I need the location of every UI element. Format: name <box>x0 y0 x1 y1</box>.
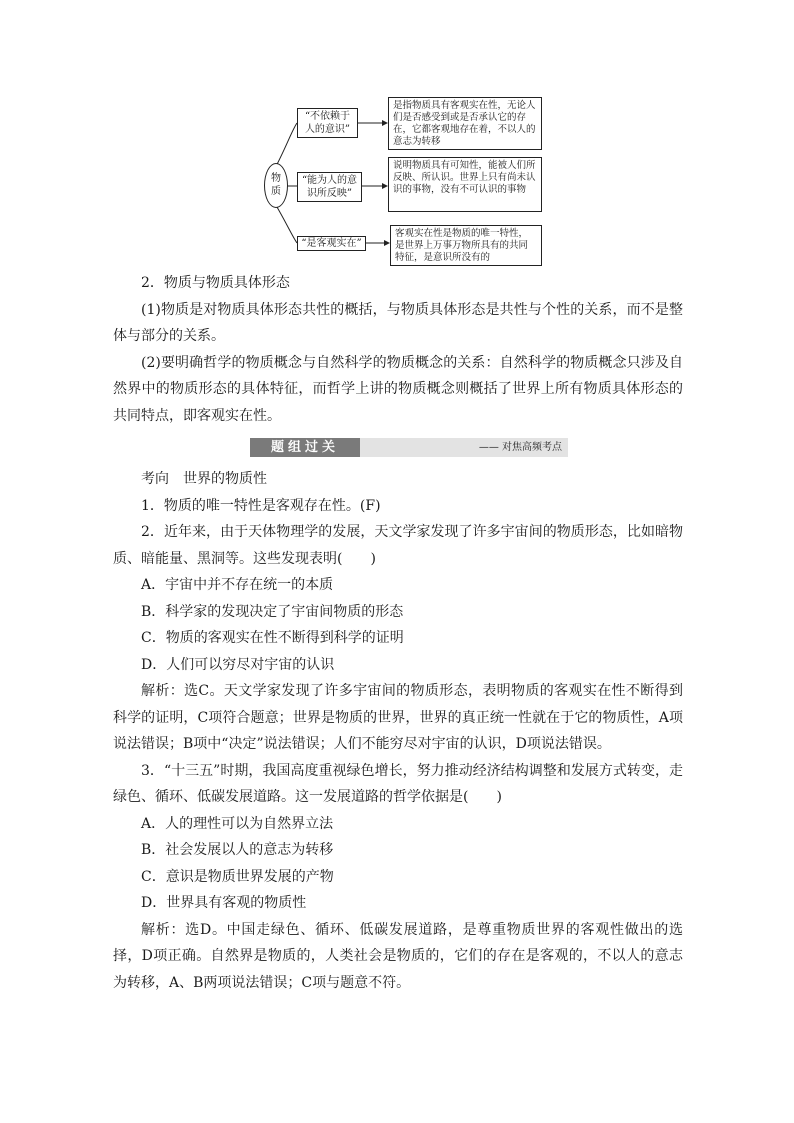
q2-analysis: 解析：选C。天文学家发现了许多宇宙间的物质形态，表明物质的客观实在性不断得到科学的证明，C项符合题意；世界是物质的世界，世界的真正统一性就在于它的物质性，A项说法错误；B项中“决定”说法错误；人们不能穷尽对宇宙的认识，D项说法错误。 <box>113 683 683 752</box>
section-heading: 2．物质与物质具体形态 <box>141 275 290 291</box>
q3-option-b: B．社会发展以人的意志为转移 <box>141 842 334 858</box>
q3-option-d: D．世界具有客观的物质性 <box>141 895 307 911</box>
label-text: “能为人的意识所反映” <box>301 175 358 199</box>
label-text: “不依赖于人的意识” <box>304 111 351 135</box>
q2-option-b: B．科学家的发现决定了宇宙间物质的形态 <box>141 603 404 620</box>
q2-option-c: C．物质的客观实在性不断得到科学的证明 <box>141 630 404 646</box>
desc-text: 说明物质具有可知性，能被人们所反映、所认识。世界上只有尚未认识的事物，没有不可认识的事物 <box>393 160 536 195</box>
q3-option-c: C．意识是物质世界发展的产物 <box>141 868 334 885</box>
q2-option-d: D．人们可以穷尽对宇宙的认识 <box>141 656 335 673</box>
exercise-section <box>113 466 683 996</box>
label-box-1 <box>297 108 358 138</box>
paragraph-1: (1)物质是对物质具体形态共性的概括，与物质具体形态是共性与个性的关系，而不是整体与部分的关系。 <box>113 301 683 344</box>
label-text: “是客观实在” <box>301 238 362 249</box>
q3-option-a: A．人的理性可以为自然界立法 <box>141 815 334 832</box>
desc-text: 是指物质具有客观实在性，无论人们是否感受到或是否承认它的存在，它都客观地存在着，不以人的意志为转移 <box>393 100 536 147</box>
desc-box-1 <box>388 97 542 150</box>
section-banner <box>250 438 568 457</box>
kaoxiang-heading: 考向 世界的物质性 <box>141 471 267 487</box>
desc-text: 客观实在性是物质的唯一特性，是世界上万事万物所具有的共同特征，是意识所没有的 <box>395 228 529 263</box>
center-label: 物质 <box>271 173 281 197</box>
center-node <box>264 163 288 208</box>
question-2-stem: 2．近年来，由于天体物理学的发展，天文学家发现了许多宇宙间的物质形态，比如暗物质、暗能量、黑洞等。这些发现表明( ) <box>113 524 683 567</box>
q2-option-a: A．宇宙中并不存在统一的本质 <box>141 577 334 593</box>
question-3-stem: 3．“十三五”时期，我国高度重视绿色增长，努力推动经济结构调整和发展方式转变，走绿色、循环、低碳发展道路。这一发展道路的哲学依据是( ) <box>113 762 683 805</box>
banner-title: 题组过关 <box>250 438 360 457</box>
desc-box-2 <box>388 157 542 212</box>
label-box-3 <box>297 236 366 251</box>
question-1: 1．物质的唯一特性是客观存在性。(F) <box>141 497 381 514</box>
banner-subtitle: —— 对焦高频考点 <box>478 442 562 453</box>
section-2 <box>113 270 683 429</box>
concept-diagram <box>0 0 794 270</box>
q3-analysis: 解析：选D。中国走绿色、循环、低碳发展道路，是尊重物质世界的客观性做出的选择，D项正确。自然界是物质的，人类社会是物质的，它们的存在是客观的，不以人的意志为转移，A、B两项说法错误；C项与题意不符。 <box>113 921 683 991</box>
paragraph-2: (2)要明确哲学的物质概念与自然科学的物质概念的关系：自然科学的物质概念只涉及自然界中的物质形态的具体特征，而哲学上讲的物质概念则概括了世界上所有物质具体形态的共同特点，即客观实在性。 <box>113 354 683 424</box>
label-box-2 <box>297 172 362 202</box>
desc-box-3 <box>390 225 542 266</box>
